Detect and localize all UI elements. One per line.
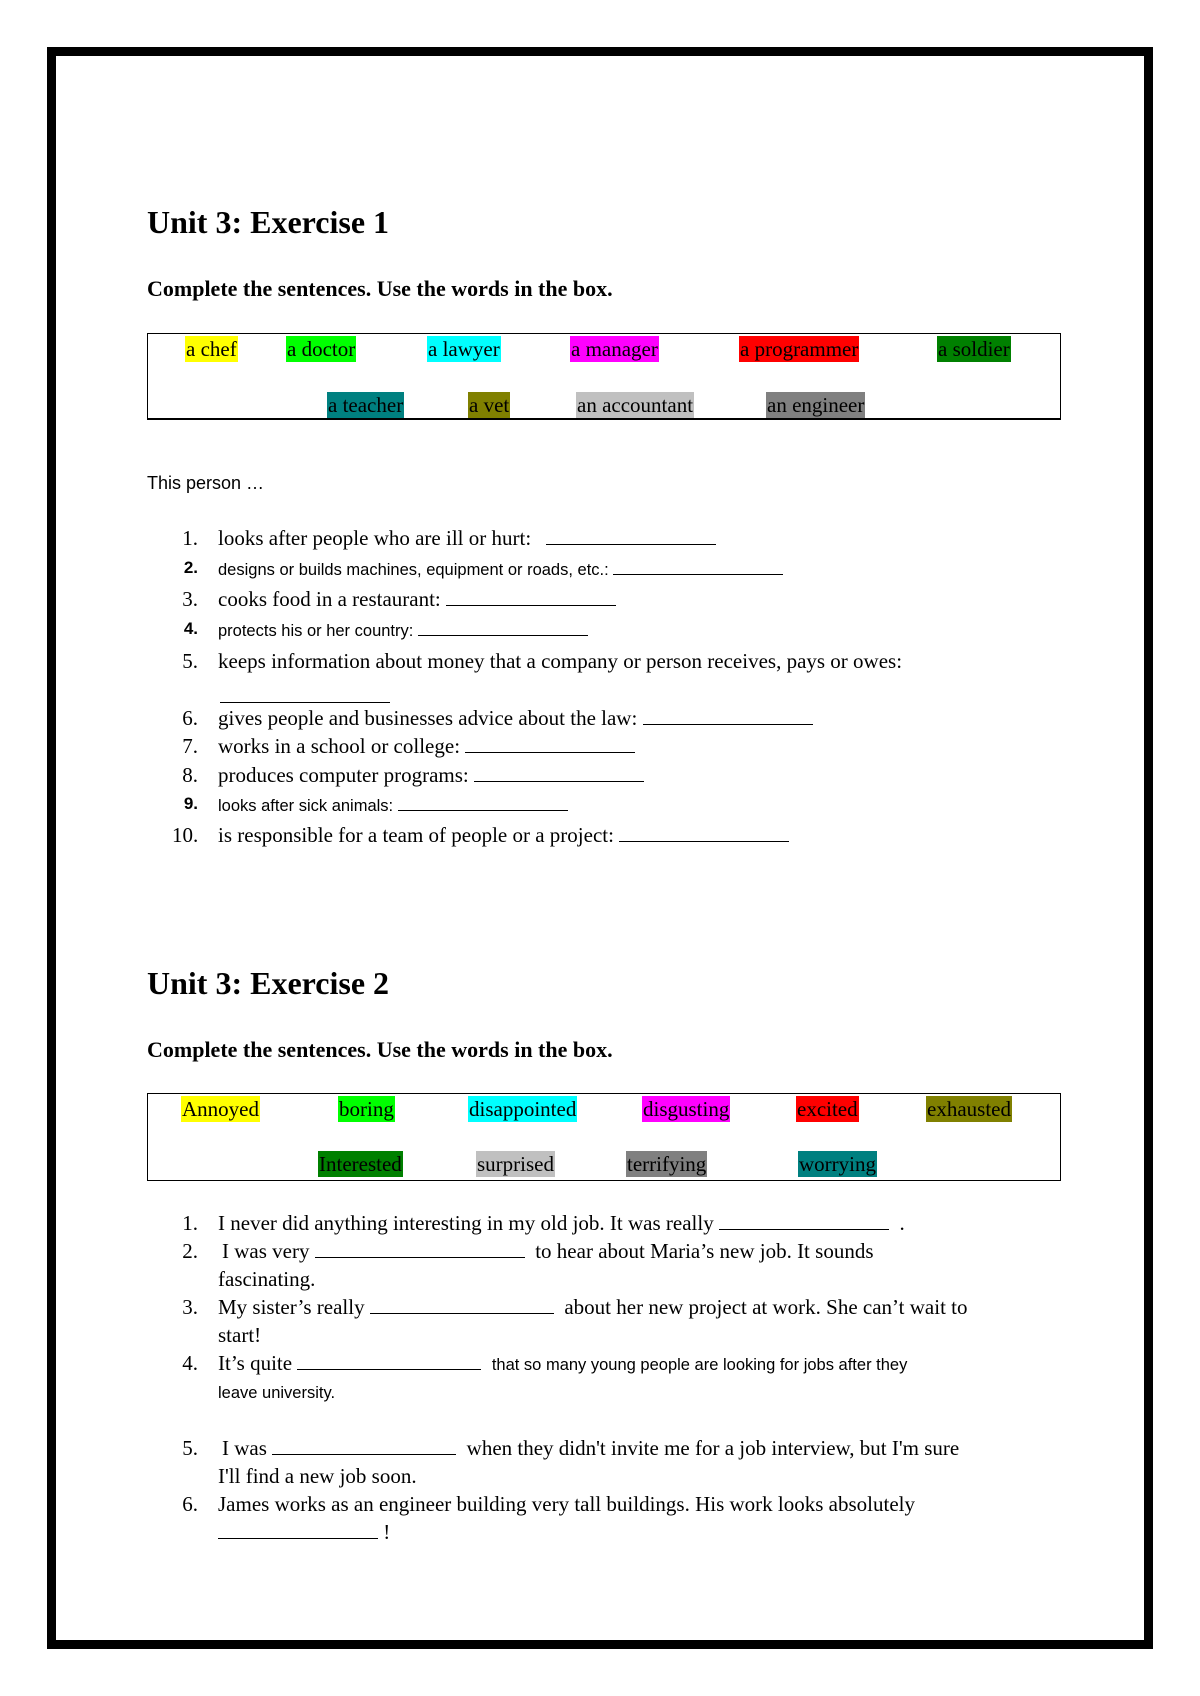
word-a-chef: a chef	[186, 337, 237, 361]
ex1-item-5: keeps information about money that a company or person receives, pays or owes:	[218, 649, 903, 673]
item-number: 9.	[183, 794, 198, 813]
answer-blank[interactable]	[297, 1351, 481, 1370]
ex1-item-1: looks after people who are ill or hurt:	[218, 525, 716, 552]
answer-blank[interactable]	[465, 734, 635, 753]
answer-blank[interactable]	[315, 1239, 525, 1258]
ex2-item-5: I was when they didn't invite me for a job interview, but I'm sure	[222, 1436, 960, 1460]
ex2-item-4-cont: leave university.	[218, 1384, 336, 1402]
answer-blank[interactable]	[613, 556, 783, 575]
word-a-lawyer: a lawyer	[428, 337, 500, 361]
ex2-item-6: James works as an engineer building very tall buildings. His work looks absolutely	[218, 1492, 915, 1516]
exercise2-title: Unit 3: Exercise 2	[147, 965, 390, 1001]
ex2-item-5-cont: I'll find a new job soon.	[218, 1464, 417, 1488]
word-a-doctor: a doctor	[287, 337, 356, 361]
answer-blank[interactable]	[272, 1436, 456, 1455]
item-number: 3.	[182, 1295, 198, 1319]
word-terrifying: terrifying	[627, 1152, 707, 1176]
this-person-lead: This person …	[147, 473, 265, 493]
ex2-item-6-cont: !	[218, 1519, 390, 1546]
answer-blank[interactable]	[370, 1295, 554, 1314]
word-disgusting: disgusting	[643, 1097, 730, 1121]
word-a-soldier: a soldier	[938, 337, 1010, 361]
answer-blank[interactable]	[546, 526, 716, 545]
item-number: 8.	[182, 763, 198, 787]
answer-blank[interactable]	[418, 617, 588, 636]
answer-blank[interactable]	[474, 763, 644, 782]
exercise2-word-box	[147, 1093, 1061, 1181]
answer-blank[interactable]	[446, 587, 616, 606]
ex2-item-1: I never did anything interesting in my old job. It was really .	[218, 1211, 905, 1235]
item-number: 1.	[182, 1211, 198, 1235]
ex1-item-10: is responsible for a team of people or a project:	[218, 822, 789, 849]
item-number: 10.	[172, 823, 199, 847]
ex1-item-4: protects his or her country:	[218, 617, 588, 645]
item-number: 1.	[182, 526, 198, 550]
ex1-item-2: designs or builds machines, equipment or roads, etc.:	[218, 556, 783, 584]
item-number: 5.	[182, 1436, 198, 1460]
item-number: 7.	[182, 734, 198, 758]
item-number: 4.	[182, 1351, 198, 1375]
ex1-item-3: cooks food in a restaurant:	[218, 586, 616, 613]
word-a-manager: a manager	[571, 337, 658, 361]
ex1-item-7: works in a school or college:	[218, 733, 635, 760]
ex2-item-2: I was very to hear about Maria’s new job. It sounds	[222, 1239, 874, 1263]
word-excited: excited	[797, 1097, 858, 1121]
word-worrying: worrying	[799, 1152, 876, 1176]
item-number: 2.	[182, 1239, 198, 1263]
ex2-item-3: My sister’s really about her new project at work. She can’t wait to	[218, 1295, 968, 1319]
item-number: 2.	[183, 558, 198, 577]
word-disappointed: disappointed	[469, 1097, 577, 1121]
item-number: 4.	[183, 619, 198, 638]
ex2-item-4: It’s quite that so many young people are looking for jobs after they	[218, 1351, 908, 1375]
word-an-engineer: an engineer	[767, 393, 865, 417]
word-exhausted: exhausted	[927, 1097, 1011, 1121]
answer-blank[interactable]	[619, 823, 789, 842]
answer-blank[interactable]	[220, 702, 390, 703]
answer-blank[interactable]	[398, 792, 568, 811]
exercise1-instruction: Complete the sentences. Use the words in the box.	[147, 276, 613, 301]
word-a-vet: a vet	[469, 393, 510, 417]
ex2-item-2-cont: fascinating.	[218, 1267, 316, 1291]
word-interested: Interested	[319, 1152, 402, 1176]
item-number: 3.	[182, 587, 198, 611]
ex1-item-6: gives people and businesses advice about the law:	[218, 705, 813, 732]
word-an-accountant: an accountant	[577, 393, 694, 417]
word-a-programmer: a programmer	[740, 337, 859, 361]
item-number: 5.	[182, 649, 198, 673]
word-annoyed: Annoyed	[182, 1097, 259, 1121]
ex1-item-9: looks after sick animals:	[218, 792, 568, 820]
answer-blank[interactable]	[719, 1211, 889, 1230]
word-surprised: surprised	[477, 1152, 554, 1176]
ex1-item-8: produces computer programs:	[218, 762, 644, 789]
item-number: 6.	[182, 706, 198, 730]
exercise2-instruction: Complete the sentences. Use the words in the box.	[147, 1037, 613, 1062]
exercise1-title: Unit 3: Exercise 1	[147, 204, 390, 240]
word-boring: boring	[339, 1097, 394, 1121]
answer-blank[interactable]	[218, 1520, 378, 1539]
answer-blank[interactable]	[643, 706, 813, 725]
word-a-teacher: a teacher	[328, 393, 404, 417]
item-number: 6.	[182, 1492, 198, 1516]
ex2-item-3-cont: start!	[218, 1323, 262, 1347]
